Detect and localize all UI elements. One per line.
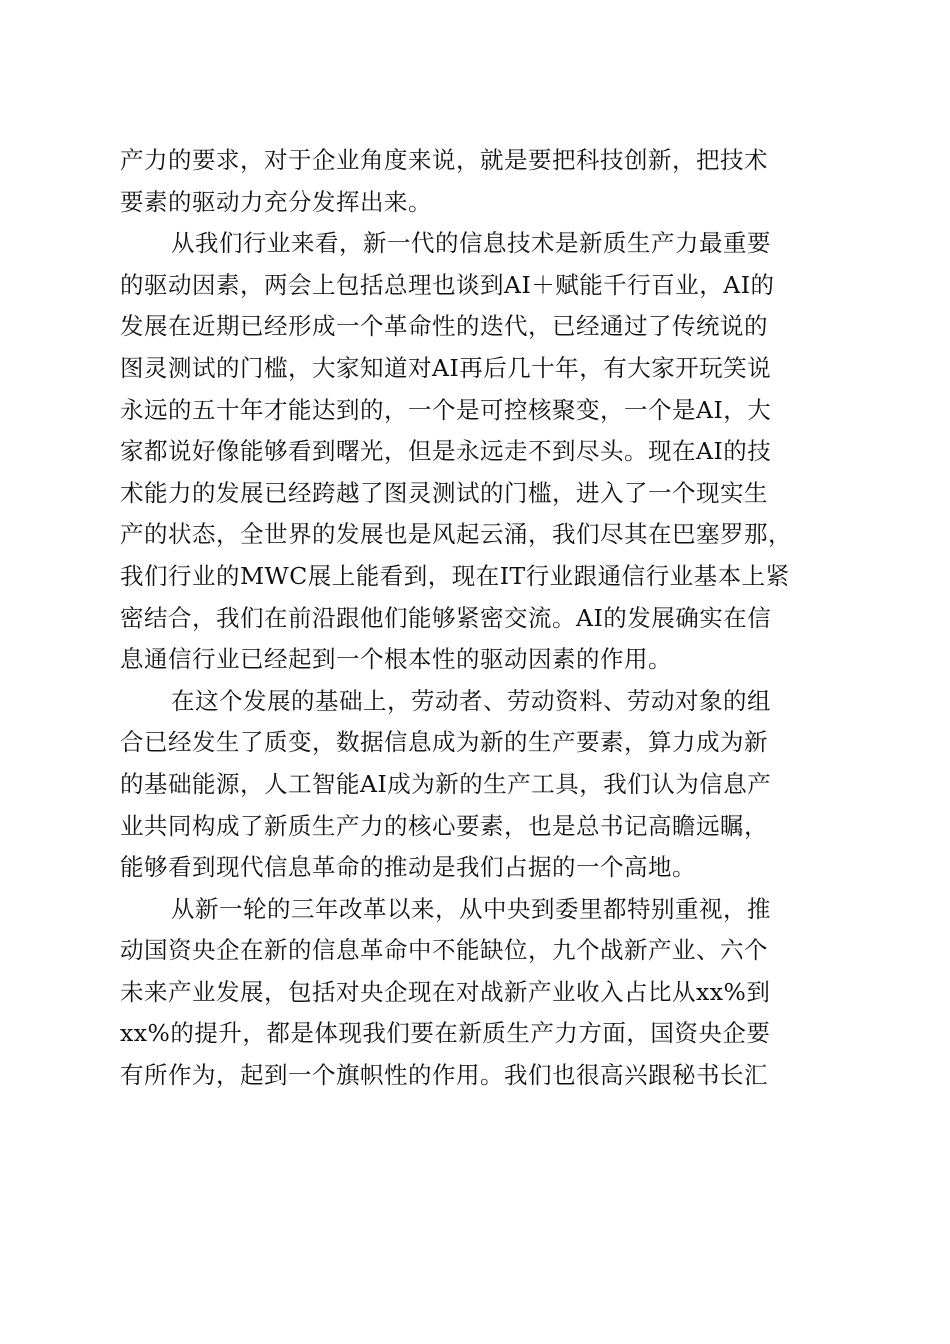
text-line: 的基础能源，人工智能AI成为新的生产工具，我们认为信息产 — [120, 769, 772, 798]
text-line: 能够看到现代信息革命的推动是我们占据的一个高地。 — [120, 853, 696, 882]
text-line: xx%的提升，都是体现我们要在新质生产力方面，国资央企要 — [120, 1019, 771, 1048]
text-line: 的驱动因素，两会上包括总理也谈到AI＋赋能千行百业，AI的 — [120, 270, 775, 299]
document-body — [120, 140, 832, 1097]
paragraph-4 — [120, 889, 832, 1097]
text-line: 图灵测试的门槛，大家知道对AI再后几十年，有大家开玩笑说 — [120, 353, 772, 382]
text-line: 术能力的发展已经跨越了图灵测试的门槛，进入了一个现实生 — [120, 478, 768, 507]
text-line: 动国资央企在新的信息革命中不能缺位，九个战新产业、六个 — [120, 936, 768, 965]
text-line: 在这个发展的基础上，劳动者、劳动资料、劳动对象的组 — [171, 686, 771, 715]
text-line: 产力的要求，对于企业角度来说，就是要把科技创新，把技术 — [120, 146, 768, 174]
text-line: 要素的驱动力充分发挥出来。 — [120, 187, 432, 216]
text-line: 产的状态，全世界的发展也是风起云涌，我们尽其在巴塞罗那， — [120, 520, 792, 549]
text-line: 永远的五十年才能达到的，一个是可控核聚变，一个是AI，大 — [120, 395, 772, 424]
text-line: 我们行业的MWC展上能看到，现在IT行业跟通信行业基本上紧 — [120, 561, 790, 590]
text-line: 合已经发生了质变，数据信息成为新的生产要素，算力成为新 — [120, 728, 768, 757]
text-line: 从我们行业来看，新一代的信息技术是新质生产力最重要 — [171, 229, 771, 258]
text-line: 有所作为，起到一个旗帜性的作用。我们也很高兴跟秘书长汇 — [120, 1061, 768, 1090]
text-line: 业共同构成了新质生产力的核心要素，也是总书记高瞻远瞩， — [120, 811, 768, 840]
paragraph-2 — [120, 223, 832, 681]
text-line: 从新一轮的三年改革以来，从中央到委里都特别重视，推 — [171, 894, 771, 923]
paragraph-1 — [120, 140, 832, 223]
text-line: 发展在近期已经形成一个革命性的迭代，已经通过了传统说的 — [120, 312, 768, 341]
paragraph-3 — [120, 681, 832, 889]
text-line: 家都说好像能够看到曙光，但是永远走不到尽头。现在AI的技 — [120, 437, 772, 466]
text-line: 未来产业发展，包括对央企现在对战新产业收入占比从xx%到 — [120, 977, 771, 1006]
text-line: 密结合，我们在前沿跟他们能够紧密交流。AI的发展确实在信 — [120, 603, 772, 632]
text-line: 息通信行业已经起到一个根本性的驱动因素的作用。 — [120, 645, 672, 674]
